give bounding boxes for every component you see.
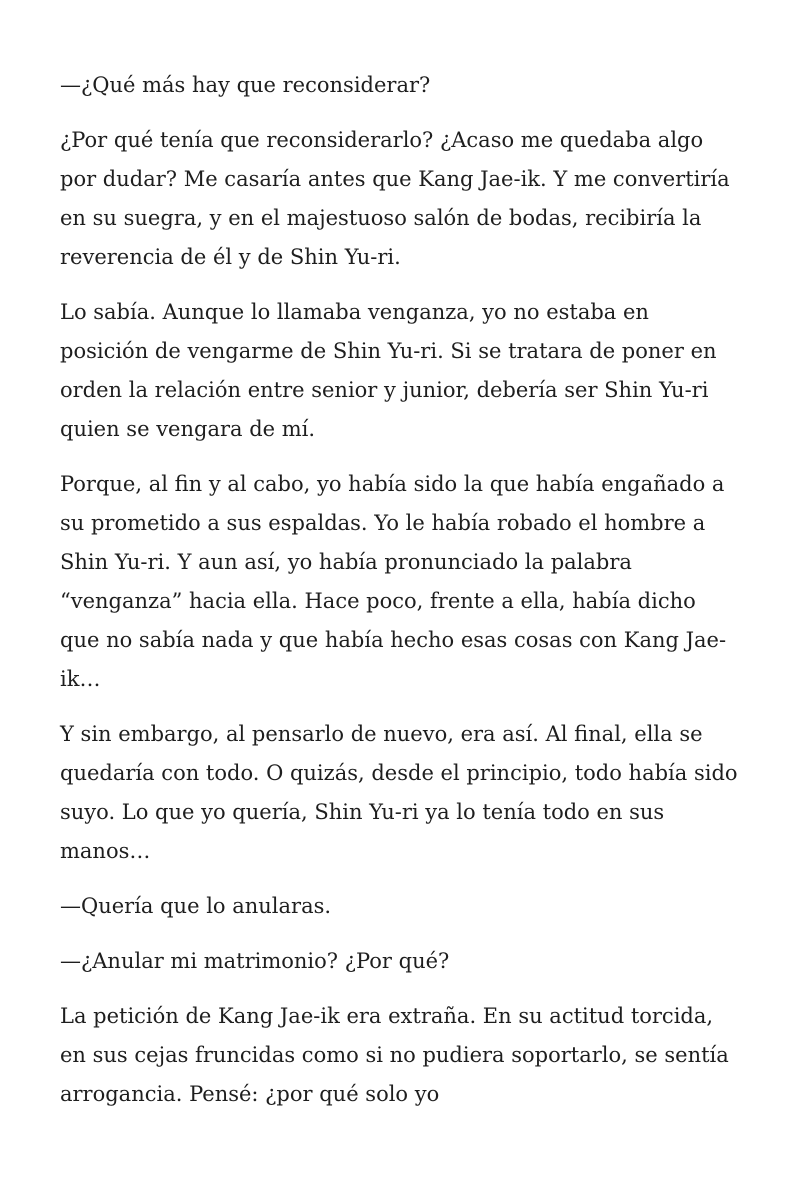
paragraph-3: Lo sabía. Aunque lo llamaba venganza, yo no estaba en posición de vengarme de Shin Yu-ri. Si se tratara de poner en orden la relación entre senior y junior, debería ser Shin Yu-ri quien se vengara de mí. (60, 300, 717, 441)
paragraph-4: Porque, al fin y al cabo, yo había sido la que había engañado a su prometido a sus espaldas. Yo le había robado el hombre a Shin Yu-ri. Y aun así, yo había pronunciado la palabra “venganza” hacia ella. Hace poco, frente a ella, había dicho que no sabía nada y que había hecho esas cosas con Kang Jae-ik… (60, 472, 727, 691)
paragraph-6: —Quería que lo anularas. (60, 894, 332, 918)
paragraph-1: —¿Qué más hay que reconsiderar? (60, 73, 431, 97)
paragraph-8: La petición de Kang Jae-ik era extraña. En su actitud torcida, en sus cejas fruncidas como si no pudiera soportarlo, se sentía arrogancia. Pensé: ¿por qué solo yo (60, 1004, 729, 1106)
paragraph-7: —¿Anular mi matrimonio? ¿Por qué? (60, 949, 450, 973)
paragraph-5: Y sin embargo, al pensarlo de nuevo, era así. Al final, ella se quedaría con todo. O quizás, desde el principio, todo había sido suyo. Lo que yo quería, Shin Yu-ri ya lo tenía todo en sus manos… (60, 722, 738, 863)
paragraph-2: ¿Por qué tenía que reconsiderarlo? ¿Acaso me quedaba algo por dudar? Me casaría antes que Kang Jae-ik. Y me convertiría en su suegra, y en el majestuoso salón de bodas, recibiría la reverencia de él y de Shin Yu-ri. (60, 128, 730, 269)
